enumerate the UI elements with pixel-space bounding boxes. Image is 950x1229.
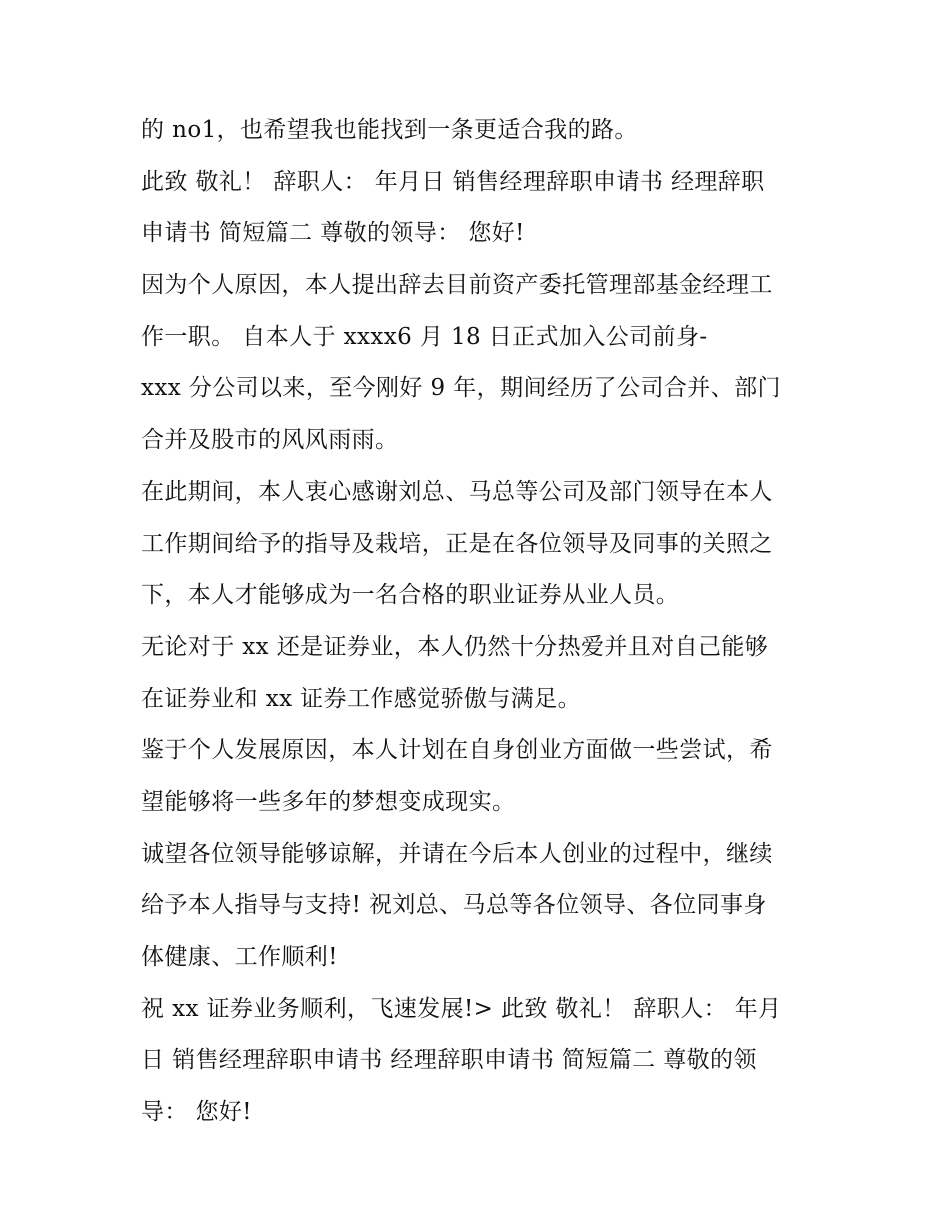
- text-line: 在此期间，本人衷心感谢刘总、马总等公司及部门领导在本人: [141, 478, 773, 505]
- paragraph-thanks: [141, 472, 821, 627]
- text-line: 此致 敬礼！ 辞职人： 年月日 销售经理辞职申请书 经理辞职: [141, 168, 765, 195]
- text-line: 工作期间给予的指导及栽培，正是在各位领导及同事的关照之: [141, 530, 773, 557]
- text-line: 望能够将一些多年的梦想变成现实。: [141, 788, 516, 815]
- text-line: 给予本人指导与支持! 祝刘总、马总等各位领导、各位同事身: [141, 892, 767, 919]
- document-body: [141, 110, 821, 1144]
- text-line: 下，本人才能够成为一名合格的职业证券从业人员。: [141, 582, 680, 609]
- text-line: 的 no1，也希望我也能找到一条更适合我的路。: [141, 117, 638, 143]
- text-line: 日 销售经理辞职申请书 经理辞职申请书 简短篇二 尊敬的领: [141, 1047, 757, 1074]
- text-line: 作一职。 自本人于 xxxx6 月 18 日正式加入公司前身-: [141, 323, 708, 350]
- paragraph-history: [141, 368, 821, 471]
- text-line: 无论对于 xx 还是证券业，本人仍然十分热爱并且对自己能够: [141, 633, 769, 660]
- paragraph-plans: [141, 730, 821, 833]
- paragraph-pride: [141, 627, 821, 730]
- paragraph-reason: [141, 265, 821, 368]
- text-line: 在证券业和 xx 证券工作感觉骄傲与满足。: [141, 685, 581, 712]
- paragraph-final: [141, 989, 821, 1144]
- text-line: 合并及股市的风风雨雨。: [141, 427, 399, 454]
- paragraph-request: [141, 834, 821, 989]
- paragraph-salutation: [141, 162, 821, 265]
- text-line: 诚望各位领导能够谅解，并请在今后本人创业的过程中，继续: [141, 840, 773, 867]
- text-line: xxx 分公司以来，至今刚好 9 年，期间经历了公司合并、部门: [141, 375, 781, 402]
- paragraph-closing-wish: [141, 110, 821, 162]
- text-line: 申请书 简短篇二 尊敬的领导： 您好!: [141, 220, 525, 247]
- text-line: 导： 您好!: [141, 1099, 252, 1126]
- text-line: 鉴于个人发展原因，本人计划在自身创业方面做一些尝试，希: [141, 737, 773, 764]
- text-line: 祝 xx 证券业务顺利，飞速发展!> 此致 敬礼！ 辞职人： 年月: [141, 995, 782, 1022]
- text-line: 体健康、工作顺利!: [141, 944, 338, 970]
- text-line: 因为个人原因，本人提出辞去目前资产委托管理部基金经理工: [141, 272, 773, 299]
